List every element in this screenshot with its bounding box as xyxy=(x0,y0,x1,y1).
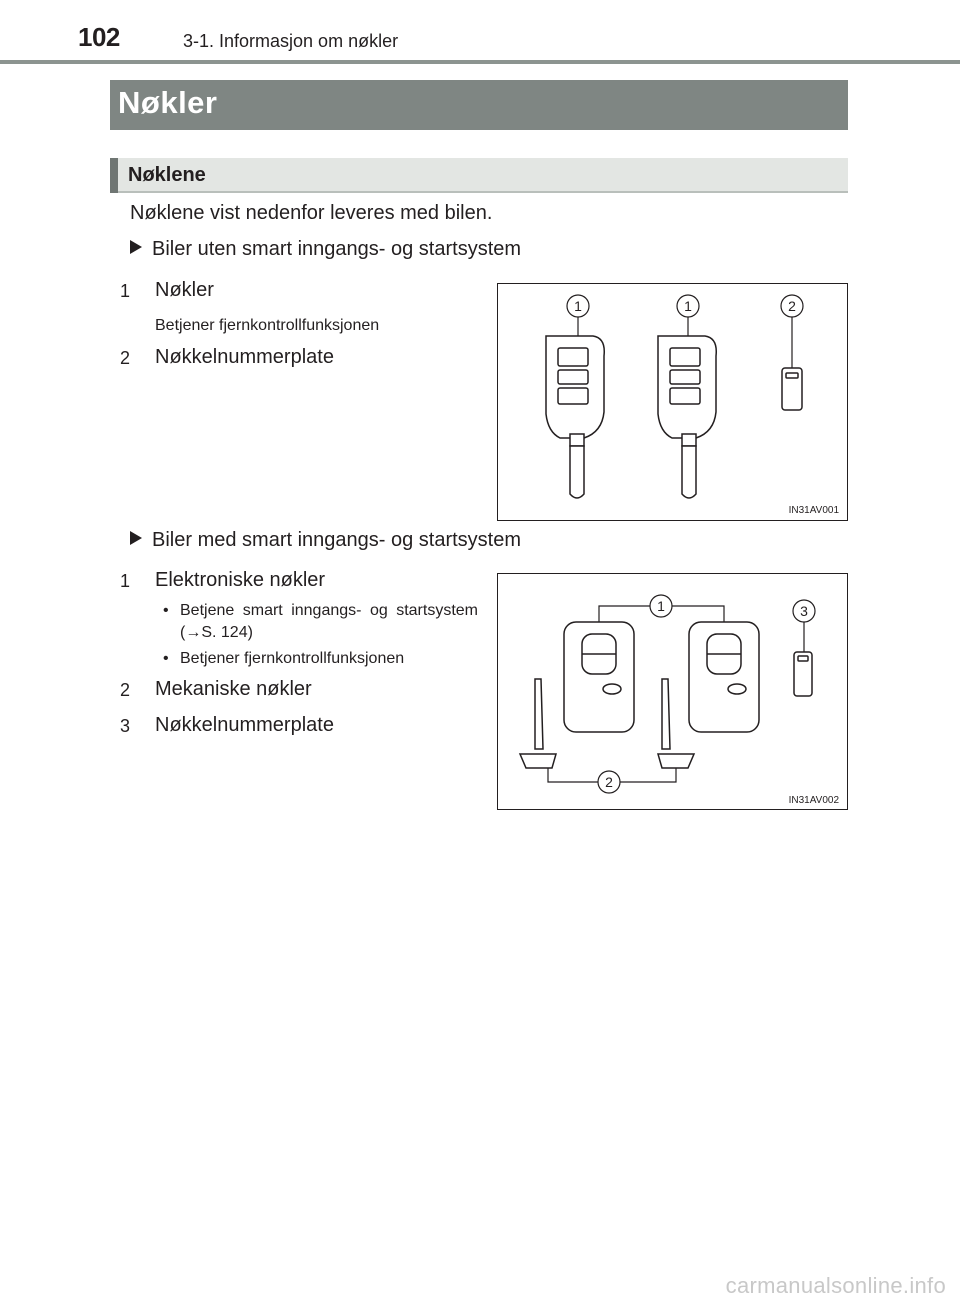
callout-1: 1 xyxy=(574,298,582,314)
callout-1: 1 xyxy=(657,598,665,614)
header-rule xyxy=(0,60,960,64)
running-title: 3-1. Informasjon om nøkler xyxy=(183,31,399,51)
key-number-plate-illustration xyxy=(794,652,812,696)
subheading-with-smart xyxy=(130,529,521,552)
callout-2: 2 xyxy=(788,298,796,314)
watermark: carmanualsonline.info xyxy=(725,1273,946,1298)
item-label-electronic-keys: Elektroniske nøkler xyxy=(155,569,326,591)
page-title: Nøkler xyxy=(118,85,218,120)
item-number: 2 xyxy=(120,348,131,368)
bullet-item: • Betjene smart inngangs- og startsystem (→S. 124) xyxy=(163,600,478,644)
item-number: 1 xyxy=(120,571,131,591)
triangle-bullet-icon xyxy=(130,531,142,545)
figure-code: IN31AV002 xyxy=(788,795,839,806)
section-title: Nøklene xyxy=(128,164,206,186)
smart-key-illustration xyxy=(564,622,634,732)
subheading-text: Biler uten smart inngangs- og startsystem xyxy=(152,238,522,260)
item-label-key-number-plate: Nøkkelnummerplate xyxy=(155,714,334,736)
intro-text: Nøklene vist nedenfor leveres med bilen. xyxy=(130,202,493,224)
key-number-plate-illustration xyxy=(782,368,802,410)
figure-code: IN31AV001 xyxy=(788,505,839,516)
flip-key-illustration xyxy=(546,336,604,498)
item-number: 2 xyxy=(120,680,131,700)
section-accent xyxy=(110,158,118,193)
item-label-mechanical-keys: Mekaniske nøkler xyxy=(155,678,312,700)
triangle-bullet-icon xyxy=(130,240,142,254)
callout-3: 3 xyxy=(800,603,808,619)
bullet-item: • Betjener fjernkontrollfunksjonen xyxy=(163,648,478,670)
page-number: 102 xyxy=(78,22,120,52)
bullet-text: Betjene smart inngangs- og startsystem (→S. 124) xyxy=(180,602,478,641)
smart-key-illustration xyxy=(689,622,759,732)
subheading-text: Biler med smart inngangs- og startsystem xyxy=(152,529,522,551)
mechanical-key-illustration xyxy=(520,679,556,768)
callout-1: 1 xyxy=(684,298,692,314)
title-bar xyxy=(110,80,848,130)
item-label-key-number-plate: Nøkkelnummerplate xyxy=(155,346,334,368)
item-label-keys: Nøkler xyxy=(155,279,214,301)
item-number: 1 xyxy=(120,281,131,301)
bullet-text: Betjener fjernkontrollfunksjonen xyxy=(180,650,405,667)
item-number: 3 xyxy=(120,716,131,736)
flip-key-illustration xyxy=(658,336,716,498)
callout-2: 2 xyxy=(605,774,613,790)
figure-keys-without-smart xyxy=(497,283,848,521)
figure-keys-with-smart xyxy=(497,573,848,810)
section-bar xyxy=(110,158,848,193)
subheading-without-smart xyxy=(130,238,521,261)
item-sub-remote: Betjener fjernkontrollfunksjonen xyxy=(155,317,380,334)
